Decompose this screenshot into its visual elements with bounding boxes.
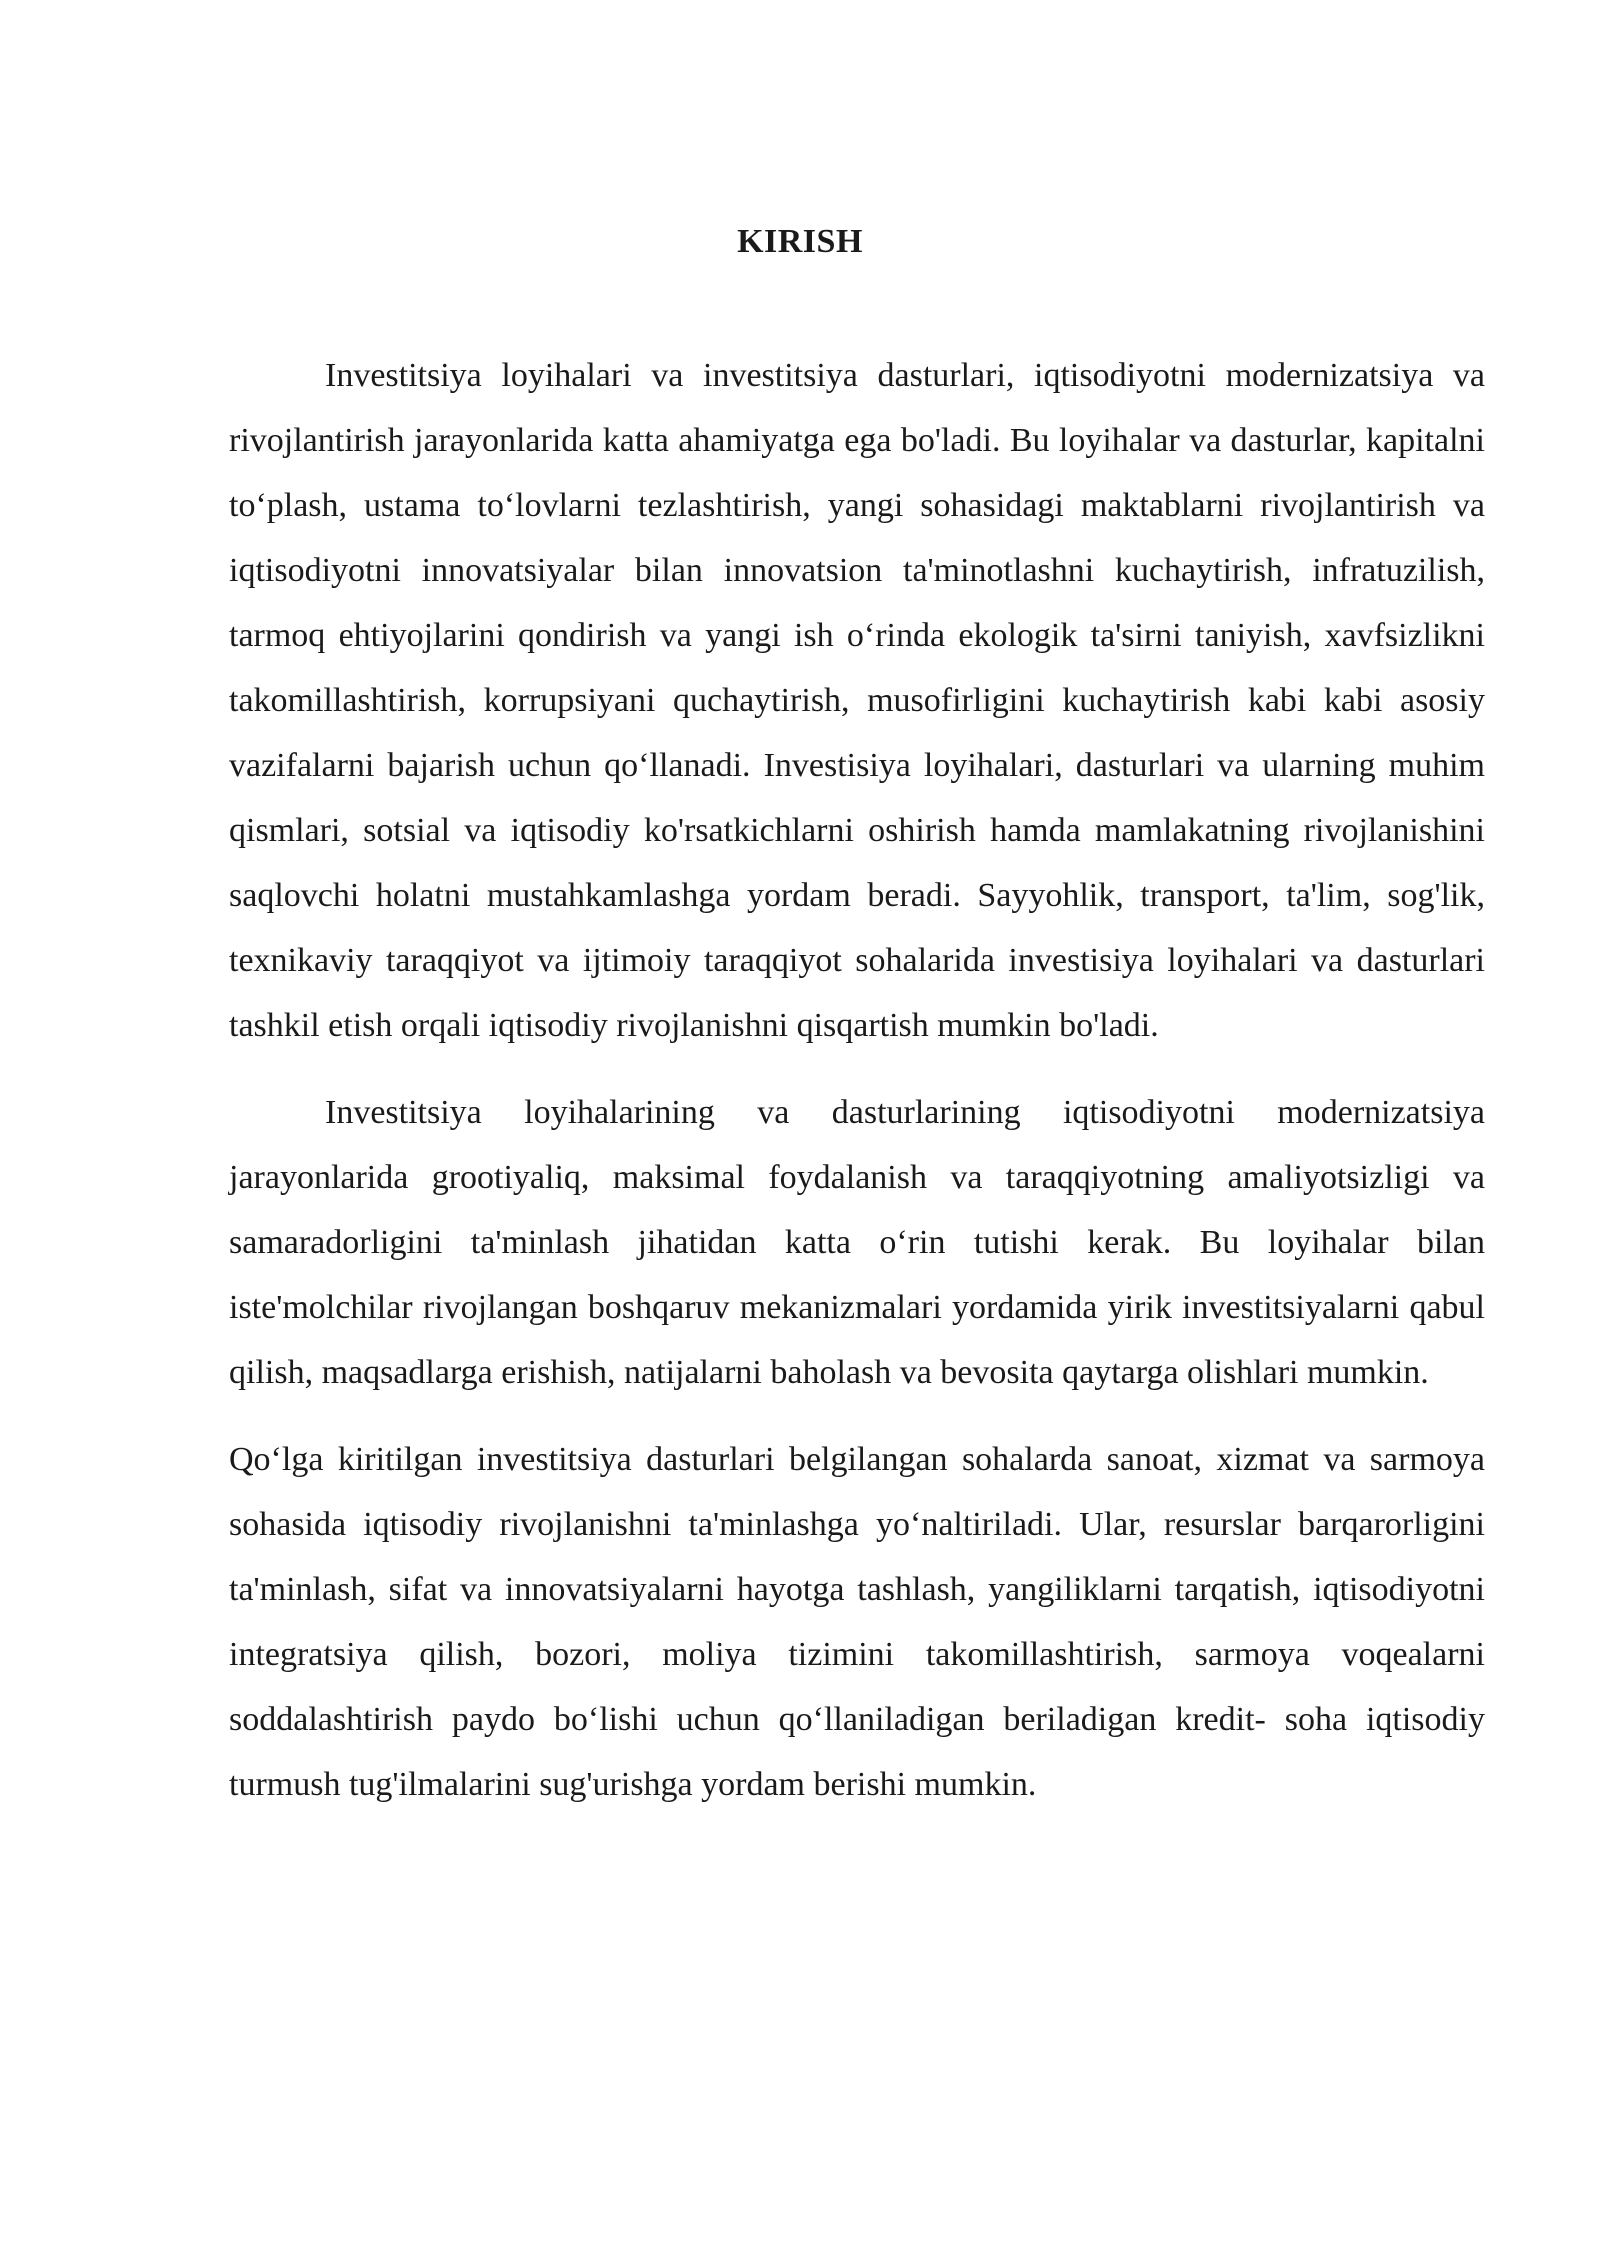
paragraph-1: Investitsiya loyihalari va investitsiya dasturlari, iqtisodiyotni modernizatsiya va rivojlantirish jarayonlarida katta ahamiyatga ega bo'ladi. Bu loyihalar va dasturlar, kapitalni to‘plash, ustama to‘lovlarni tezlashtirish, yangi sohasidagi maktablarni rivojlantirish va iqtisodiyotni innovatsiyalar bilan innovatsion ta'minotlashni kuchaytirish, infratuzilish, tarmoq ehtiyojlarini qondirish va yangi ish o‘rinda ekologik ta'sirni taniyish, xavfsizlikni takomillashtirish, korrupsiyani quchaytirish, musofirligini kuchaytirish kabi kabi asosiy vazifalarni bajarish uchun qo‘llanadi. Investisiya loyihalari, dasturlari va ularning muhim qismlari, sotsial va iqtisodiy ko'rsatkichlarni oshirish hamda mamlakatning rivojlanishini saqlovchi holatni mustahkamlashga yordam beradi. Sayyohlik, transport, ta'lim, sog'lik, texnikaviy taraqqiyot va ijtimoiy taraqqiyot sohalarida investisiya loyihalari va dasturlari tashkil etish orqali iqtisodiy rivojlanishni qisqartish mumkin bo'ladi. (229, 357, 1485, 1044)
page-title: KIRISH (737, 223, 863, 260)
document-body (229, 343, 1485, 1817)
paragraph-2: Investitsiya loyihalarining va dasturlarining iqtisodiyotni modernizatsiya jarayonlarida grootiyaliq, maksimal foydalanish va taraqqiyotning amaliyotsizligi va samaradorligini ta'minlash jihatidan katta o‘rin tutishi kerak. Bu loyihalar bilan iste'molchilar rivojlangan boshqaruv mekanizmalari yordamida yirik investitsiyalarni qabul qilish, maqsadlarga erishish, natijalarni baholash va bevosita qaytarga olishlari mumkin. (229, 1094, 1485, 1391)
paragraph-3: Qo‘lga kiritilgan investitsiya dasturlari belgilangan sohalarda sanoat, xizmat va sarmoya sohasida iqtisodiy rivojlanishni ta'minlashga yo‘naltiriladi. Ular, resurslar barqarorligini ta'minlash, sifat va innovatsiyalarni hayotga tashlash, yangiliklarni tarqatish, iqtisodiyotni integratsiya qilish, bozori, moliya tizimini takomillashtirish, sarmoya voqealarni soddalashtirish paydo bo‘lishi uchun qo‘llaniladigan beriladigan kredit- soha iqtisodiy turmush tug'ilmalarini sug'urishga yordam berishi mumkin. (229, 1441, 1485, 1803)
